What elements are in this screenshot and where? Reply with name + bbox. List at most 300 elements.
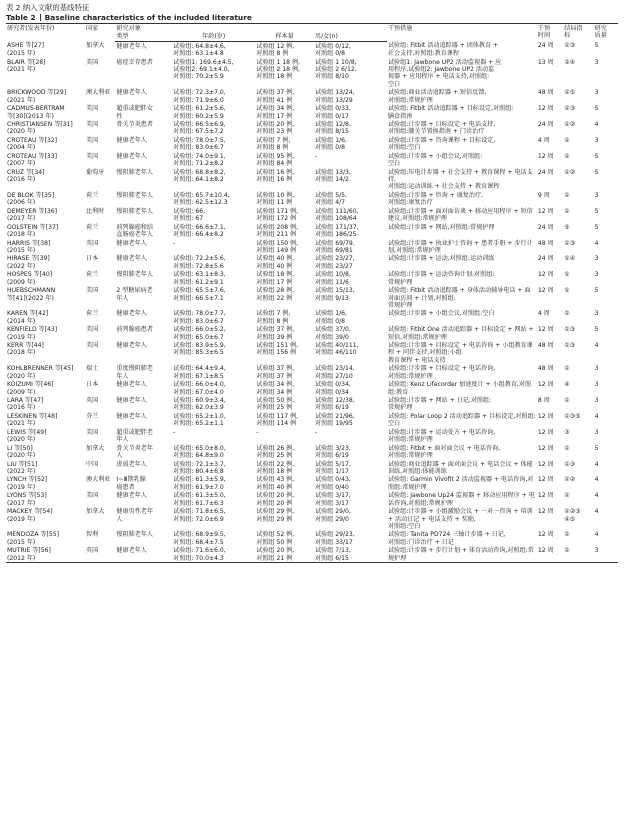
cell-sample: 试验组 40 例, 对照组 40 例	[256, 255, 295, 270]
cell-outcome: ①	[564, 492, 570, 500]
cell-sample: 试验组 16 例, 对照组 16 例	[256, 168, 295, 184]
cell-age: 试验组1: 169.6±4.5, 试验组2: 69.1±4.0, 对照组: 70.2±5.9	[173, 58, 234, 81]
cell-outcome: ①	[564, 271, 570, 279]
cell-author: GOLSTEIN 等[37] (2018 年)	[7, 223, 59, 238]
cell-age: 试验组: 66.0±5.2, 对照组: 65.0±6.7	[173, 326, 226, 341]
cell-sample: 试验组 20 例, 对照组 20 例	[256, 492, 295, 507]
cell-type: 健康老年人	[116, 492, 147, 500]
cell-intervention: 试验组: Garmin Vivofit 2 活动监视器 + 电话咨询,对照组:常规护理	[387, 476, 534, 491]
cell-sex: 试验组 29/23, 对照组 33/17	[315, 531, 355, 546]
cell-duration: 4 周	[537, 136, 550, 144]
cell-intervention: 试验组:计步器 + 运动咨询计划,对照组: 常规护理	[387, 271, 495, 286]
cell-intervention: 试验组:计步器 + 小组会议,对照组:空白	[387, 310, 495, 318]
cell-author: HOSPES 等[40] (2009 年)	[7, 271, 53, 286]
cell-author: HARRIS 等[38] (2015 年)	[7, 239, 51, 254]
cell-sample: 试验组 151 例, 对照组 156 例	[256, 342, 299, 357]
cell-quality: 3	[594, 271, 599, 279]
cell-sex: 试验组 7/13, 对照组 6/15	[314, 546, 387, 562]
table-row	[6, 88, 618, 104]
cell-sex: 试验组 1/6, 对照组 0/8	[315, 310, 347, 325]
cell-author: BLAIR 等[28] (2021 年)	[7, 58, 46, 74]
cell-country: 美国	[86, 287, 99, 295]
cell-quality: 3	[594, 136, 599, 144]
cell-duration: 12 周	[537, 444, 554, 452]
table-row	[6, 491, 618, 507]
cell-quality: 4	[594, 492, 599, 500]
header-sample: 样本量	[255, 32, 314, 41]
cell-author: KOHLBRENNER 等[45] (2020 年)	[7, 365, 74, 380]
cell-duration: 48 周	[537, 239, 554, 247]
cell-author: MUTRIE 等[56] (2012 年)	[6, 546, 85, 562]
cell-age: 试验组: 66.0±4.0, 对照组: 67.0±4.0	[173, 381, 226, 396]
cell-sex: 试验组 29/0, 对照组 29/0	[315, 508, 351, 523]
cell-type: 健康老年人	[116, 239, 147, 247]
table-row	[6, 270, 618, 286]
cell-intervention: 试验组:计步器 + 小组激励会议 + 一对一咨询 + 培训 + 活动日记 + 电话支持 + 奖励, 对照组:空白	[387, 508, 533, 530]
cell-type: 健康老年人	[116, 412, 147, 420]
header-outcome: 结局指 标	[563, 24, 593, 42]
table-row	[6, 168, 618, 191]
cell-intervention: 试验组:商业追踪器 + 面对面会议 + 电话会议 + 体能训练,对照组:体能训练	[387, 460, 533, 475]
cell-author: ASHE 等[27] (2015 年)	[7, 42, 45, 57]
table-row	[6, 222, 618, 238]
table-row	[6, 152, 618, 168]
cell-sex: 试验组 13/3, 对照组 14/2	[315, 168, 351, 184]
cell-type: 健康老年人	[116, 342, 147, 350]
cell-duration: 24 周	[537, 223, 554, 231]
header-age: 年龄(岁)	[172, 32, 255, 41]
cell-duration: 24 周	[537, 255, 554, 263]
cell-quality: 3	[594, 546, 618, 562]
cell-age: 试验组: 72.2±5.6, 对照组: 72.8±5.6	[173, 255, 226, 270]
table-row	[6, 191, 618, 207]
cell-duration: 9 周	[537, 191, 550, 199]
cell-type: 健康老年人	[116, 89, 147, 97]
cell-quality: 4	[594, 508, 599, 516]
cell-sex: 试验组 0/12, 对照组 0/8	[315, 42, 351, 58]
baseline-table	[6, 23, 618, 563]
cell-outcome: ②④	[564, 58, 576, 66]
cell-author: LARA 等[47] (2016 年)	[7, 397, 44, 412]
cell-outcome: ①	[564, 310, 570, 318]
cell-age: 试验组: 71.6±6.0, 对照组: 70.0±4.3	[172, 546, 255, 562]
cell-duration: 24 周	[537, 168, 554, 176]
cell-country: 日本	[86, 381, 99, 389]
cell-author: HIRASE 等[39] (2022 年)	[7, 255, 50, 270]
cell-intervention: 试验组: Kenz Lifecorder 加速度计 + 小组教育,对照组:教育	[387, 381, 532, 396]
cell-type: 健康老年人	[115, 546, 172, 562]
table-row	[6, 364, 618, 380]
table-row	[6, 396, 618, 412]
cell-outcome: ①③⑤	[564, 412, 581, 420]
table-row	[6, 428, 618, 444]
cell-sex: 试验组 5/5, 对照组 4/7	[315, 191, 347, 207]
table-row	[6, 120, 618, 136]
cell-duration: 48 周	[537, 365, 554, 373]
cell-outcome: ①③	[564, 42, 576, 50]
cell-age: 试验组: 66, 对照组: 67	[173, 207, 206, 223]
cell-intervention: 试验组: Fitbit + 面对面会议 + 电话咨询, 对照组:常规护理	[387, 444, 501, 460]
cell-country: 荷兰	[86, 191, 99, 199]
cell-duration: 12 周	[537, 105, 554, 113]
cell-type: 健康老年人	[116, 397, 147, 405]
cell-age: 试验组: 66.6±7.1, 对照组: 66.4±8.2	[173, 223, 226, 238]
cell-country: 美国	[86, 492, 99, 500]
cell-quality: 3	[594, 381, 599, 389]
cell-intervention: 试验组:压电计步器 + 社会支持 + 教育课程 + 电话支持, 对照组:运动训练 + 社会支持 + 教育课程	[387, 168, 533, 191]
table-row	[6, 136, 618, 152]
cell-country: 美国	[86, 342, 99, 350]
cell-sample: 试验组 28 例, 对照组 22 例	[256, 287, 295, 302]
cell-author: CROTEAU 等[33] (2007 年)	[7, 152, 58, 168]
cell-duration: 12 周	[537, 271, 554, 279]
cell-type: 骨关节炎患者	[116, 121, 153, 129]
cell-quality: 4	[594, 531, 599, 539]
table-row	[6, 341, 618, 364]
table-row	[6, 412, 618, 428]
cell-type: 健康老年人	[116, 381, 147, 389]
cell-outcome: ①②	[564, 476, 576, 484]
header-subject: 研究对象	[115, 24, 387, 33]
cell-intervention: 试验组:计步器 + 目标设定 + 电话咨询, 对照组:常规护理	[387, 365, 496, 380]
cell-type: 健康老年人	[116, 310, 147, 318]
cell-author: KERR 等[44] (2018 年)	[7, 342, 44, 357]
cell-sex: 试验组 1/6, 对照组 0/8	[315, 136, 347, 152]
cell-intervention: 试验组: Fitbit 活动追踪器 + 团体教育 + 社会支持,对照组:教育课程	[387, 42, 499, 57]
cell-quality: 4	[594, 239, 599, 247]
cell-type: 健康老年人	[116, 152, 147, 160]
cell-quality: 5	[594, 326, 599, 334]
cell-quality: 5	[594, 207, 599, 215]
cell-age: 试验组: 60.9±3.4, 对照组: 62.0±3.9	[173, 397, 226, 412]
cell-author: LYONS 等[53] (2017 年)	[7, 492, 47, 507]
table-row	[6, 254, 618, 270]
cell-quality: 4	[594, 460, 599, 468]
cell-country: 加拿大	[86, 444, 105, 452]
cell-age: 试验组: 61.2±5.6, 对照组: 60.2±5.9	[173, 105, 226, 120]
cell-sample: 试验组 22 例, 对照组 18 例	[256, 460, 295, 475]
cell-sample: 试验组 10 例, 对照组 11 例	[256, 191, 295, 207]
cell-sample: 试验组 50 例, 对照组 25 例	[256, 397, 295, 412]
cell-sex: 试验组 3/17, 对照组 3/17	[315, 492, 351, 507]
cell-sample: 试验组 37 例, 对照组 39 例	[256, 326, 295, 341]
table-row	[6, 475, 618, 491]
table-row	[6, 546, 618, 562]
table-row	[6, 459, 618, 475]
cell-sample: -	[256, 428, 259, 436]
cell-duration: 13 周	[537, 58, 554, 66]
cell-intervention: 试验组:计步器 + 咨询 + 康复治疗, 对照组:康复治疗	[387, 191, 484, 207]
cell-country: 比利时	[86, 207, 105, 215]
cell-outcome: ①②③ ④⑤	[564, 508, 581, 523]
cell-duration: 12 周	[537, 476, 554, 484]
cell-sex: 试验组 15/13, 对照组 9/13	[315, 287, 355, 302]
cell-sample: 试验组 34 例, 对照组 17 例	[256, 105, 295, 120]
cell-outcome: ①	[564, 136, 570, 144]
cell-duration: 12 周	[537, 531, 554, 539]
cell-quality: 4	[594, 476, 599, 484]
cell-country: 荷兰	[86, 271, 99, 279]
cell-outcome: ①③	[564, 342, 576, 350]
cell-age: 试验组: 61.3±5.9, 对照组: 61.9±7.0	[173, 476, 226, 491]
cell-sex: 试验组 0/34, 对照组 0/34	[315, 381, 351, 396]
cell-outcome: ④	[564, 381, 570, 389]
cell-sample: 试验组 12 例, 对照组 8 例	[256, 42, 295, 58]
cell-sex: -	[315, 152, 318, 160]
cell-type: 骨关节炎老年 人	[116, 444, 153, 460]
cell-country: 加拿大	[86, 508, 105, 516]
cell-type: 慢阻肺老年人	[116, 168, 153, 176]
table-row	[6, 286, 618, 309]
cell-quality: 5	[594, 223, 599, 231]
table-row	[6, 444, 618, 460]
cell-country: 美国	[86, 152, 99, 160]
cell-sex: 试验组 69/79, 对照组 69/81	[315, 239, 355, 254]
cell-country: 美国	[86, 58, 99, 66]
cell-age: 试验组: 68.8±8.2, 对照组: 64.1±8.2	[173, 168, 226, 184]
cell-intervention: 试验组:计步器 + 执业护士咨询 + 患者手册 + 步行计划,对照组:常规护理	[387, 239, 533, 254]
cell-intervention: 试验组:计步器 + 小组会议,对照组: 空白	[387, 152, 483, 168]
cell-duration: 12 周	[537, 287, 554, 295]
cell-quality: 5	[594, 168, 599, 176]
cell-sex: 试验组 0/33, 对照组 0/17	[315, 105, 351, 120]
caption-label: Table 2	[6, 12, 36, 22]
table-body	[6, 41, 618, 562]
cell-author: MACKEY 等[54] (2019 年)	[7, 508, 53, 523]
cell-outcome: ①③	[564, 326, 576, 334]
cell-author: CADMUS-BERTRAM 等[30](2013 年)	[7, 105, 65, 120]
cell-type: 慢阻肺老年人	[116, 271, 153, 279]
cell-outcome: ①	[564, 365, 570, 373]
cell-author: CHRISTIANSEN 等[31] (2020 年)	[7, 121, 73, 136]
cell-country: 美国	[86, 105, 99, 113]
cell-intervention: 试验组:计步器 + 网站,对照组:常规护理	[387, 223, 495, 231]
cell-country: 中国	[86, 460, 99, 468]
cell-sex: 试验组 1 10/8, 试验组 2 6/12, 对照组 8/10	[315, 58, 357, 81]
cell-author: LYNCH 等[52] (2019 年)	[7, 476, 48, 491]
cell-outcome: ①③	[564, 105, 576, 113]
cell-sex: 试验组 40/111, 对照组 46/110	[315, 342, 359, 357]
cell-duration: 12 周	[537, 412, 554, 420]
cell-sample: 试验组 26 例, 对照组 25 例	[256, 444, 295, 460]
header-author: 研究者(发表年份)	[6, 24, 85, 42]
cell-country: 英国	[86, 397, 99, 405]
cell-quality: 3	[594, 58, 599, 66]
cell-sample: 试验组 171 例, 对照组 172 例	[256, 207, 299, 223]
cell-outcome: ①	[564, 444, 570, 452]
cell-type: 前列腺癌患者	[116, 326, 153, 334]
cell-sample: 试验组 37 例, 对照组 41 例	[256, 89, 295, 104]
cell-quality: 3	[594, 365, 599, 373]
table-caption-zh	[6, 3, 619, 13]
cell-author: LIU 等[51] (2022 年)	[7, 460, 38, 475]
cell-intervention: 试验组: Jawbone Up24 监视器 + 移动应用程序 + 电话咨询,对照组:常规护理	[387, 492, 535, 507]
cell-type: 前列腺癌和结 直肠癌老年人	[116, 223, 153, 238]
cell-type: 2 型糖尿病老 年人	[116, 287, 153, 302]
header-quality: 研究 质量	[594, 24, 618, 42]
cell-author: LI 等[50] (2020 年)	[7, 444, 36, 460]
cell-age: 试验组: 74.0±9.1, 对照组: 71.2±8.2	[173, 152, 226, 168]
cell-type: 健康老年人	[116, 136, 147, 144]
caption-en: Baseline characteristics of the included literature	[44, 12, 252, 22]
cell-sample: 试验组 43 例, 对照组 40 例	[256, 476, 295, 491]
cell-quality: 5	[594, 287, 599, 295]
table-caption-en	[6, 13, 619, 23]
cell-country: 芬兰	[86, 412, 99, 420]
table-row	[6, 380, 618, 396]
table-row	[6, 530, 618, 546]
cell-duration: 24 周	[537, 121, 554, 129]
cell-sex: 试验组 23/27, 对照组 23/27	[315, 255, 355, 270]
caption-zh: 表 2 纳入文献的基线特征	[6, 3, 90, 12]
cell-outcome: ①④	[564, 255, 576, 263]
cell-sample: 试验组 95 例, 对照组 84 例	[256, 152, 295, 168]
cell-sex: 试验组 21/96, 对照组 19/95	[315, 412, 355, 428]
cell-duration: 12 周	[537, 492, 554, 500]
cell-quality: 3	[594, 428, 599, 436]
cell-outcome: ①③	[564, 239, 576, 247]
cell-duration: 12 周	[537, 428, 554, 436]
cell-country: 美国	[86, 121, 99, 129]
cell-sample: 试验组 208 例, 对照组 211 例	[256, 223, 299, 238]
cell-outcome: ①	[564, 531, 570, 539]
cell-type: 虚弱老年人	[116, 460, 147, 468]
cell-country: 美国	[86, 428, 99, 436]
cell-type: 健康老年人	[116, 255, 147, 263]
cell-intervention: 试验组:计步器 + 步行计划 + 体育活动咨询,对照组:常规护理	[387, 546, 537, 562]
cell-sex: 试验组 5/17, 对照组 1/17	[315, 460, 351, 475]
cell-age: 试验组: 72.3±7.0, 对照组: 71.9±6.0	[173, 89, 226, 104]
cell-outcome: ⑤	[564, 223, 570, 231]
cell-type: 健康老年人	[116, 42, 147, 50]
cell-quality: 5	[594, 152, 599, 160]
cell-age: 试验组: 65.7±10.4, 对照组: 62.5±12.3	[173, 191, 230, 207]
cell-intervention: 试验组:计步器 + 咨询课程 + 目标设定, 对照组:空白	[387, 136, 496, 152]
cell-duration: 24 周	[537, 42, 554, 50]
cell-age: -	[173, 428, 176, 436]
cell-sex: 试验组 23/14, 对照组 27/10	[315, 365, 355, 380]
cell-sex: 试验组 37/0, 对照组 39/0	[315, 326, 351, 341]
cell-age: 试验组: 83.9±5.9, 对照组: 85.3±6.5	[173, 342, 226, 357]
cell-author: MENDOZA 等[55] (2015 年)	[7, 531, 60, 546]
cell-intervention: 试验组:商业活动追踪器 + 短信反馈, 对照组:常规护理	[387, 89, 487, 104]
cell-type: Ⅰ~Ⅲ期乳腺 癌患者	[116, 476, 146, 491]
header-country: 国家	[85, 24, 115, 42]
cell-sex: 试验组 13/24, 对照组 13/29	[315, 89, 355, 104]
cell-age: 试验组: 66.5±6.9, 对照组: 67.5±7.2	[173, 121, 226, 136]
cell-type: 慢阻肺老年人	[116, 531, 153, 539]
cell-sex: 试验组 12/38, 对照组 6/19	[315, 397, 355, 412]
table-row	[6, 325, 618, 341]
cell-duration: 48 周	[537, 89, 554, 97]
caption-divider	[40, 14, 41, 21]
table-row	[6, 58, 618, 89]
cell-author: CRUZ 等[34] (2016 年)	[7, 168, 45, 184]
cell-outcome: ①③	[564, 460, 576, 468]
cell-outcome: ①⑤	[564, 89, 576, 97]
cell-sample: 试验组 18 例, 对照组 17 例	[256, 271, 295, 286]
cell-outcome: ①②	[564, 121, 576, 129]
cell-type: 慢阻肺老年人	[116, 207, 153, 215]
cell-sample: 试验组 20 例, 对照组 23 例	[256, 121, 295, 136]
cell-country: 荷兰	[86, 310, 99, 318]
cell-outcome: ①	[564, 152, 570, 160]
cell-country: 英国	[86, 239, 99, 247]
cell-type: 健康男性老年 人	[116, 508, 153, 523]
cell-author: BRICKWOOD 等[29] (2021 年)	[7, 89, 67, 104]
cell-country: 澳大利亚	[86, 89, 111, 97]
cell-type: 慢阻肺老年人	[116, 191, 153, 199]
cell-quality: 5	[594, 444, 599, 452]
cell-outcome: ①	[564, 191, 570, 199]
cell-sex: -	[315, 428, 318, 436]
cell-country: 美国	[86, 326, 99, 334]
cell-age: 试验组: 71.8±6.5, 对照组: 72.0±6.9	[173, 508, 226, 523]
cell-intervention: 试验组: Polar Loop 2 活动追踪器 + 目标设定,对照组:空白	[387, 412, 536, 428]
cell-quality: 5	[594, 105, 599, 113]
cell-age: 试验组: 65.5±7.6, 对照组: 66.5±7.1	[173, 287, 226, 302]
cell-age: 试验组: 72.1±3.7, 对照组: 80.4±6.8	[173, 460, 226, 475]
cell-age: 试验组: 78.0±7.7, 对照组: 83.0±6.7	[173, 310, 226, 325]
cell-author: LEWIS 等[49] (2020 年)	[7, 428, 47, 444]
cell-duration: 12 周	[537, 508, 554, 516]
cell-age: 试验组: 78.0±7.5, 对照组: 83.0±6.7	[173, 136, 226, 152]
cell-type: 重度慢阻肺老 年人	[116, 365, 153, 380]
cell-country: 澳大利亚	[86, 476, 111, 484]
cell-country: 智利	[86, 531, 99, 539]
cell-intervention: 试验组:计步器 + 目标设定 + 电话支持, 对照组:膝关节置换指南 + 门诊治疗	[387, 121, 496, 136]
cell-sex: 试验组 12/8, 对照组 8/15	[315, 121, 351, 136]
cell-country: 日本	[86, 255, 99, 263]
cell-type: 癌症幸存患者	[116, 58, 153, 66]
cell-sample: 试验组 150 例, 对照组 149 例	[256, 239, 299, 254]
cell-age: 试验组: 61.3±5.0, 对照组: 61.7±6.3	[173, 492, 226, 507]
cell-country: 荷兰	[86, 223, 99, 231]
cell-sample: 试验组 20 例, 对照组 21 例	[255, 546, 314, 562]
cell-country: 葡萄牙	[86, 168, 105, 176]
table-row	[6, 207, 618, 223]
cell-age: 试验组: 64.8±4.6, 对照组: 63.1±4.8	[173, 42, 226, 58]
cell-age: 试验组: 68.9±9.5, 对照组: 68.4±7.5	[173, 531, 226, 546]
cell-type: 超重或肥胖女 性	[116, 105, 153, 120]
cell-country: 英国	[85, 546, 115, 562]
cell-sample: 试验组 117 例, 对照组 114 例	[256, 412, 299, 428]
cell-intervention: 试验组: Fitbit 活动追踪器 + 身体活动辅导电话 + 面对面访问 + 计划,对照组: 常规护理	[387, 287, 531, 309]
cell-age: 试验组: 63.1±8.3, 对照组: 61.2±9.1	[173, 271, 226, 286]
cell-sample: 试验组 29 例, 对照组 29 例	[256, 508, 295, 523]
cell-quality: 3	[594, 191, 599, 199]
cell-duration: 12 周	[537, 546, 563, 562]
cell-type: 超重或肥胖老 年人	[116, 428, 153, 444]
cell-author: HUEBSCHMANN 等[41](2022 年)	[7, 287, 56, 302]
cell-duration: 12 周	[537, 460, 554, 468]
cell-intervention: 试验组: Fitbit One 活动追踪器 + 目标设定 + 网站 + 短信,对照组:常规护理	[387, 326, 534, 341]
cell-sex: 试验组 10/8, 对照组 11/6	[315, 271, 351, 286]
cell-duration: 12 周	[537, 207, 554, 215]
header-duration: 干预 时间	[537, 24, 563, 42]
cell-author: LESKINEN 等[48] (2021 年)	[7, 412, 58, 428]
table-row	[6, 309, 618, 325]
cell-intervention: 试验组: Fitbit 活动追踪器 + 目标设定,对照组: 膳食指南	[387, 105, 514, 120]
header-type: 类型	[115, 32, 172, 41]
cell-sample: 试验组 7 例, 对照组 8 例	[256, 136, 291, 152]
cell-quality: 4	[594, 342, 599, 350]
cell-sex: 试验组 171/37, 对照组 186/25	[315, 223, 359, 238]
cell-age: 试验组: 65.2±1.0, 对照组: 65.2±1.1	[173, 412, 226, 428]
cell-duration: 12 周	[537, 152, 554, 160]
cell-outcome: ①	[564, 397, 570, 405]
cell-country: 瑞士	[86, 365, 99, 373]
